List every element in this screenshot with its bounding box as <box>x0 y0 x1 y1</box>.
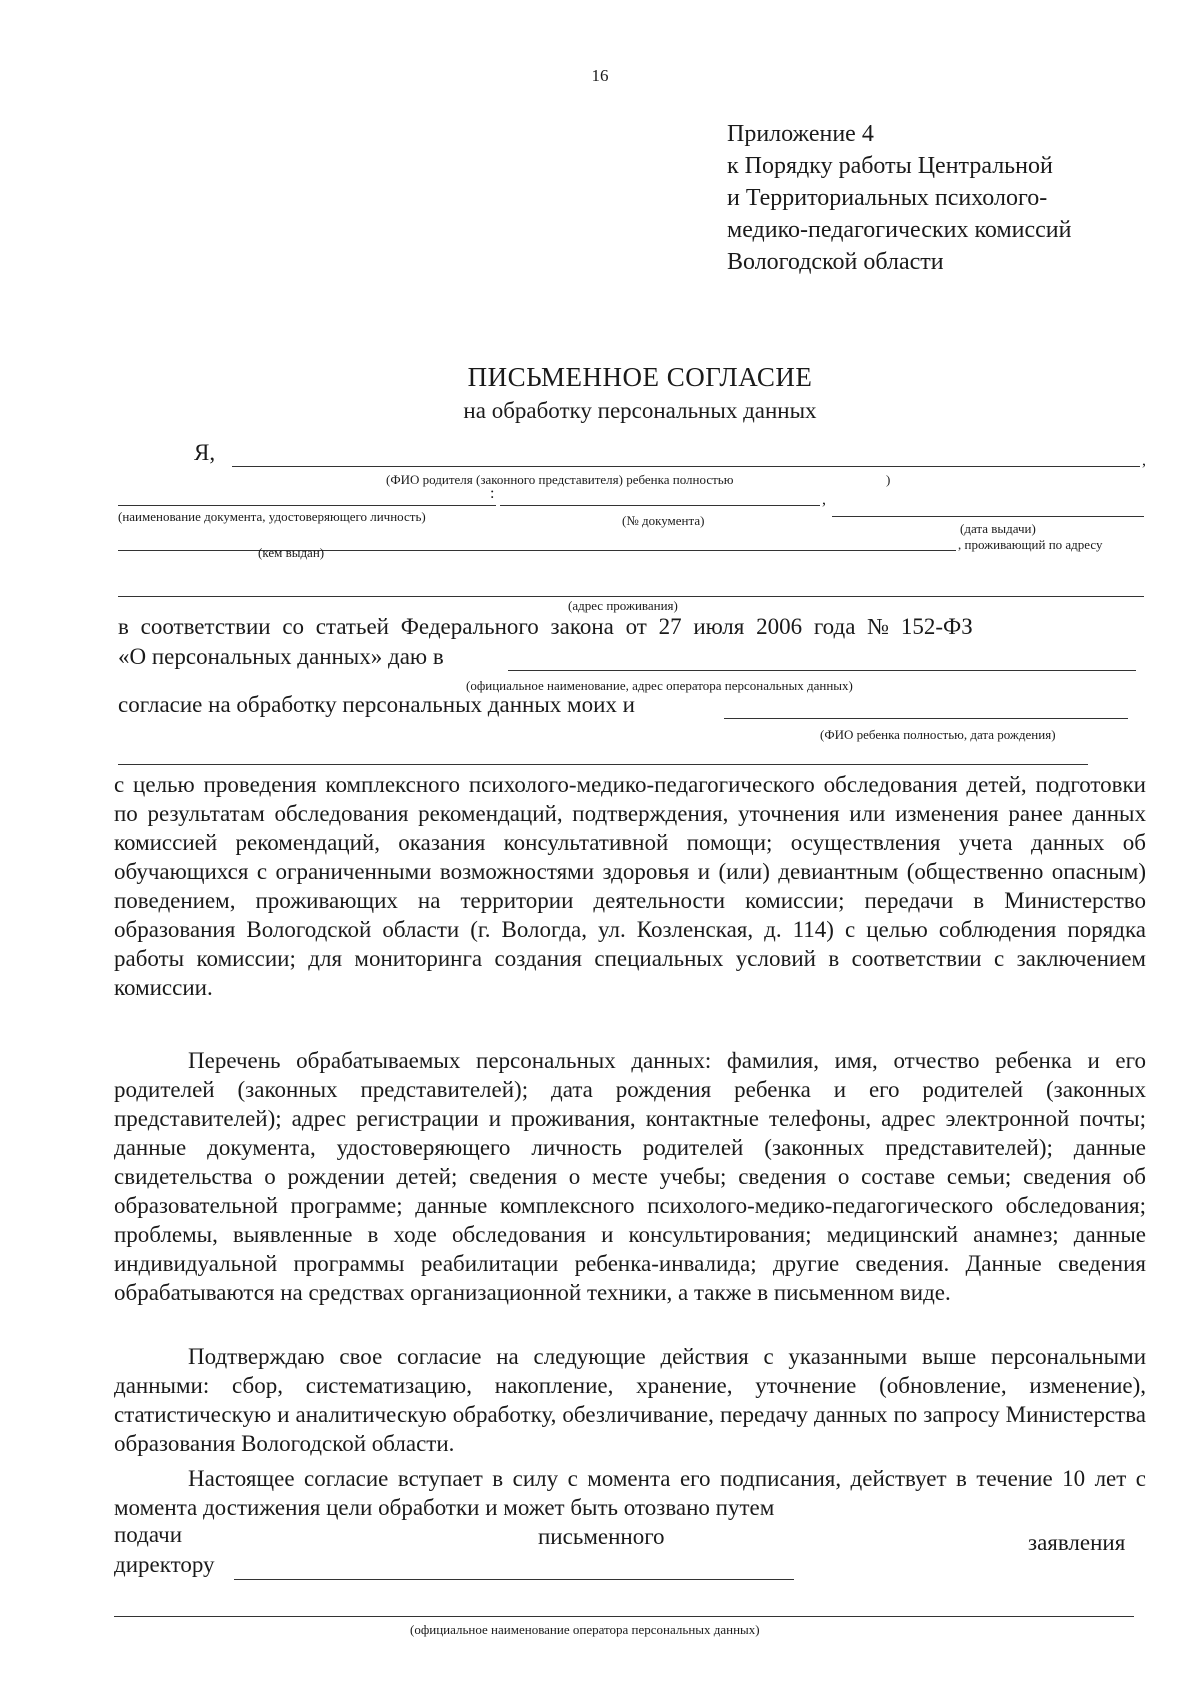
closing-word-application: заявления <box>1028 1530 1126 1555</box>
law-reference-line: в соответствии со статьей Федерального закона от 27 июля 2006 года № 152-ФЗ <box>118 614 973 639</box>
data-list-paragraph: Перечень обрабатываемых персональных данных: фамилия, имя, отчество ребенка и его родителей (законных представителей); дата рождения ребенка и его родителей (законных представителей); адрес регистрации и проживания, контактные телефоны, адрес электронной почты; данные документа, удостоверяющего личность родителей (законных представителей); данные свидетельства о рождении детей; сведения о месте учебы; сведения о составе семьи; сведения об образовательной программе; данные комплексного психолого-медико-педагогического обследования; проблемы, выявленные в ходе обследования и консультирования; медицинский анамнез; данные индивидуальной программы реабилитации ребенка-инвалида; другие сведения. Данные сведения обрабатываются на средствах организационной техники, а также в письменном виде. <box>114 1048 1146 1305</box>
operator-field[interactable] <box>508 670 1136 671</box>
appendix-line: медико-педагогических комиссий <box>727 217 1072 243</box>
appendix-line: и Территориальных психолого- <box>727 185 1048 211</box>
document-number-field[interactable] <box>500 505 820 506</box>
director-label: директору <box>114 1552 215 1577</box>
issued-by-field[interactable] <box>118 550 956 551</box>
fio-parent-caption: (ФИО родителя (законного представителя) ребенка полностью <box>386 472 734 487</box>
final-operator-field[interactable] <box>114 1616 1134 1617</box>
i-label: Я, <box>194 440 216 465</box>
residing-label: , проживающий по адресу <box>958 537 1103 552</box>
fio-parent-field[interactable] <box>232 466 1140 467</box>
page-number: 16 <box>591 66 609 85</box>
issue-date-field[interactable] <box>832 516 1144 517</box>
operator-caption: (официальное наименование, адрес оператора персональных данных) <box>466 678 853 693</box>
child-fio-field-continued[interactable] <box>118 764 1088 765</box>
child-fio-field[interactable] <box>724 718 1128 719</box>
document-subtitle: на обработку персональных данных <box>463 398 817 423</box>
director-field[interactable] <box>234 1579 794 1580</box>
law-reference-line-2: «О персональных данных» даю в <box>118 644 444 669</box>
closing-word-submit: подачи <box>114 1522 183 1547</box>
appendix-line: Приложение 4 <box>727 121 874 147</box>
address-field[interactable] <box>118 596 1144 597</box>
final-operator-caption: (официальное наименование оператора персональных данных) <box>410 1622 760 1637</box>
issued-by-caption: (кем выдан) <box>258 545 325 560</box>
appendix-line: к Порядку работы Центральной <box>727 153 1053 179</box>
actions-paragraph: Подтверждаю свое согласие на следующие действия с указанными выше персональными данными: сбор, систематизацию, накопление, хранение, уточнение (обновление, изменение), статистическую и аналитическую обработку, обезличивание, передачу данных по запросу Министерства образования Вологодской области. <box>114 1344 1146 1456</box>
document-title: ПИСЬМЕННОЕ СОГЛАСИЕ <box>467 362 813 392</box>
appendix-header <box>727 118 1071 278</box>
appendix-line: Вологодской области <box>727 249 944 275</box>
document-name-caption: (наименование документа, удостоверяющего личность) <box>118 509 426 524</box>
child-fio-caption: (ФИО ребенка полностью, дата рождения) <box>820 727 1056 742</box>
address-caption: (адрес проживания) <box>568 598 678 613</box>
document-name-field[interactable] <box>118 505 496 506</box>
comma-mark: , <box>822 491 826 508</box>
comma-mark: , <box>1142 452 1146 469</box>
issue-date-caption: (дата выдачи) <box>960 521 1036 536</box>
consent-line: согласие на обработку персональных данных моих и <box>118 692 635 717</box>
closing-word-written: письменного <box>538 1524 665 1549</box>
validity-paragraph: Настоящее согласие вступает в силу с момента его подписания, действует в течение 10 лет с момента достижения цели обработки и может быть отозвано путем <box>114 1466 1146 1520</box>
fio-parent-caption-close: ) <box>886 472 891 487</box>
colon-mark: : <box>490 485 495 502</box>
purpose-paragraph: с целью проведения комплексного психолого-медико-педагогического обследования детей, подготовки по результатам обследования рекомендаций, подтверждения, уточнения или изменения ранее данных комиссией рекомендаций, оказания консультативной помощи; осуществления учета данных об обучающихся с ограниченными возможностями здоровья и (или) девиантным (общественно опасным) поведением, проживающих на территории деятельности комиссии; передачи в Министерство образования Вологодской области (г. Вологда, ул. Козленская, д. 114) с целью соблюдения порядка работы комиссии; для мониторинга создания специальных условий в соответствии с заключением комиссии. <box>114 772 1146 1000</box>
document-number-caption: (№ документа) <box>622 513 705 528</box>
